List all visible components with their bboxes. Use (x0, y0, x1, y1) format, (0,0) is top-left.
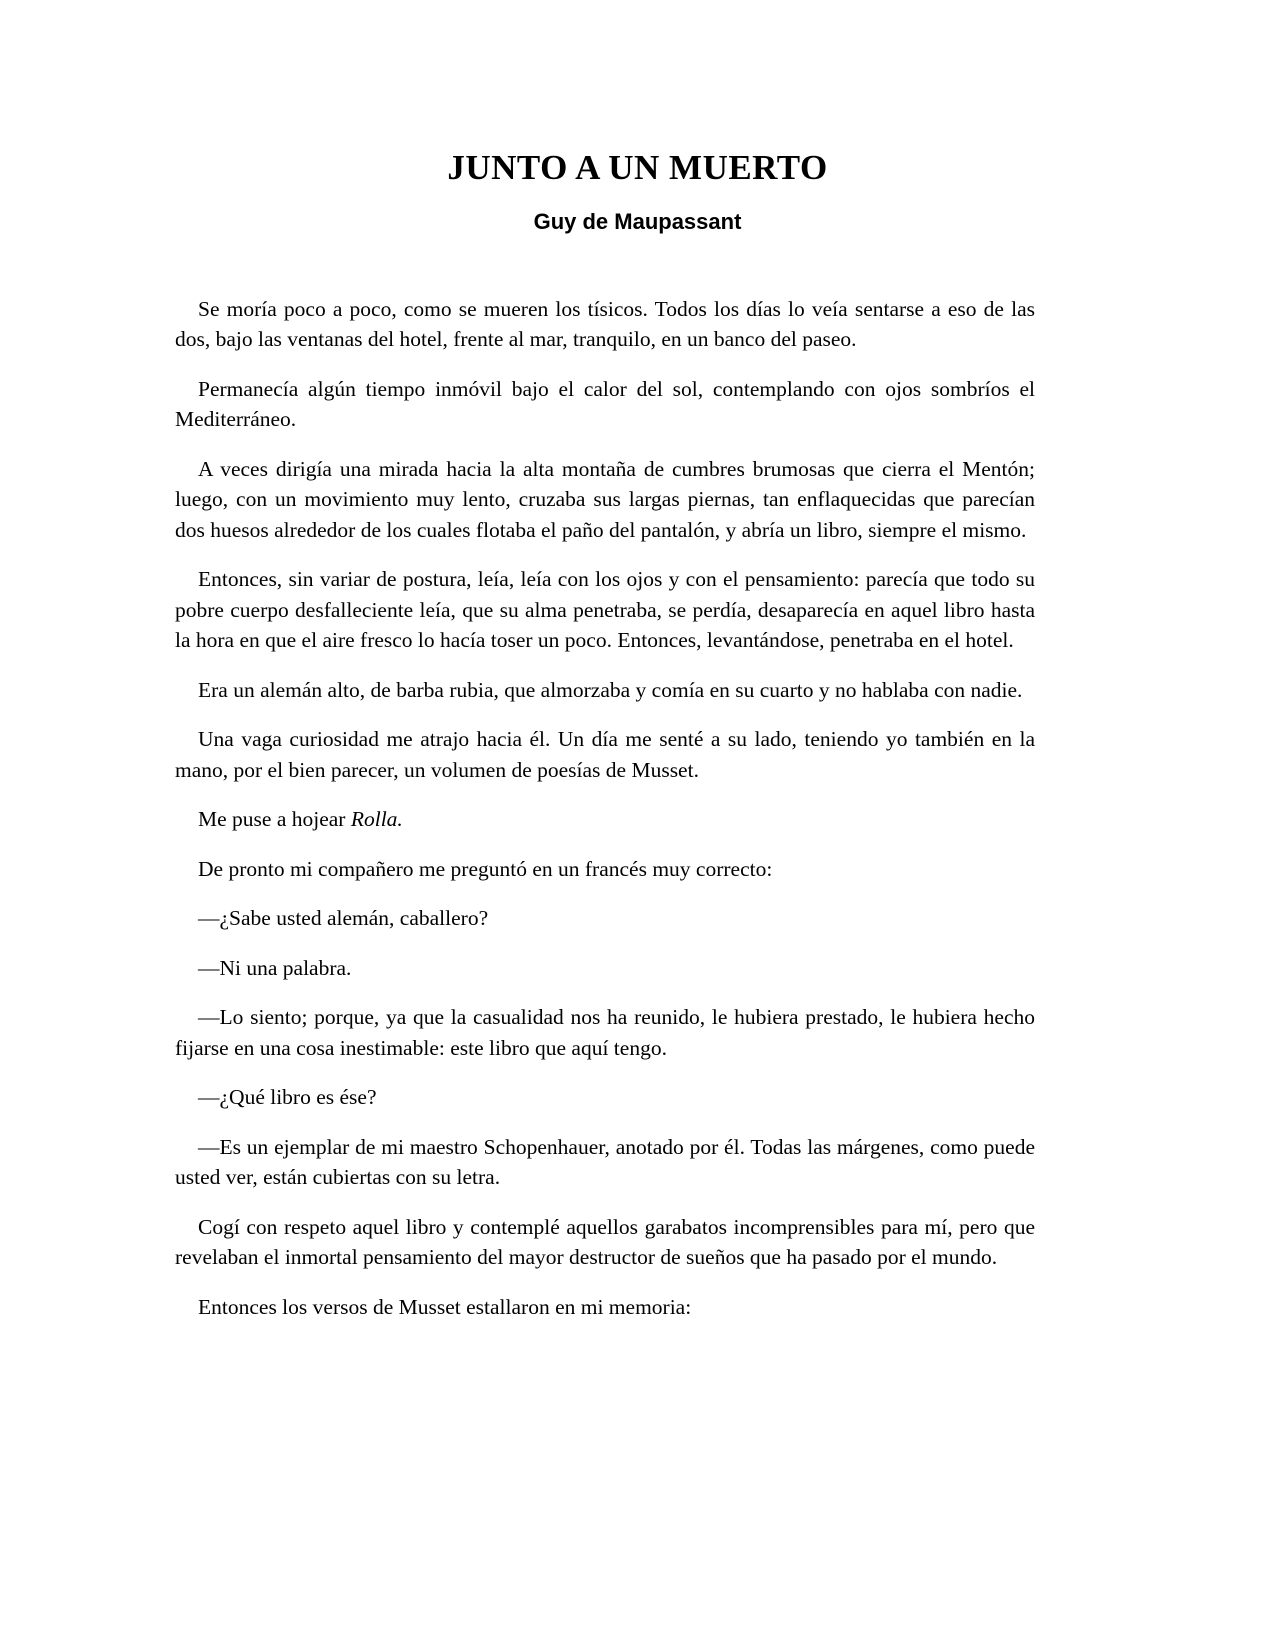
document-body (0, 236, 1275, 1323)
paragraph: Era un alemán alto, de barba rubia, que almorzaba y comía en su cuarto y no hablaba con nadie. (198, 677, 1023, 702)
document-header (0, 0, 1275, 236)
page-title: JUNTO A UN MUERTO (447, 148, 828, 187)
document-author: Guy de Maupassant (533, 209, 742, 235)
paragraph: A veces dirigía una mirada hacia la alta montaña de cumbres brumosas que cierra el Mentón; luego, con un movimiento muy lento, cruzaba sus largas piernas, tan enflaquecidas que parecían dos huesos alrededor de los cuales flotaba el paño del pantalón, y abría un libro, siempre el mismo. (175, 456, 1035, 542)
paragraph-with-italic-title: Me puse a hojear Rolla. (198, 807, 403, 832)
paragraph: Una vaga curiosidad me atrajo hacia él. Un día me senté a su lado, teniendo yo también en la mano, por el bien parecer, un volumen de poesías de Musset. (175, 727, 1035, 782)
paragraph: Entonces los versos de Musset estallaron en mi memoria: (198, 1294, 692, 1319)
dialogue-line: —¿Qué libro es ése? (198, 1085, 377, 1110)
italic-book-title: Rolla. (350, 807, 403, 832)
dialogue-line: —¿Sabe usted alemán, caballero? (198, 906, 489, 931)
dialogue-line: —Lo siento; porque, ya que la casualidad nos ha reunido, le hubiera prestado, le hubiera hecho fijarse en una cosa inestimable: este libro que aquí tengo. (175, 1005, 1035, 1060)
paragraph: Se moría poco a poco, como se mueren los tísicos. Todos los días lo veía sentarse a eso de las dos, bajo las ventanas del hotel, frente al mar, tranquilo, en un banco del paseo. (175, 296, 1035, 352)
paragraph: Entonces, sin variar de postura, leía, leía con los ojos y con el pensamiento: parecía que todo su pobre cuerpo desfalleciente leía, que su alma penetraba, se perdía, desaparecía en aquel libro hasta la hora en que el aire fresco lo hacía toser un poco. Entonces, levantándose, penetraba en el hotel. (175, 567, 1035, 653)
paragraph: De pronto mi compañero me preguntó en un francés muy correcto: (198, 856, 773, 881)
paragraph: Cogí con respeto aquel libro y contemplé aquellos garabatos incomprensibles para mí, pero que revelaban el inmortal pensamiento del mayor destructor de sueños que ha pasado por el mundo. (175, 1214, 1035, 1270)
dialogue-line: —Ni una palabra. (198, 955, 352, 980)
paragraph: Permanecía algún tiempo inmóvil bajo el calor del sol, contemplando con ojos sombríos el Mediterráneo. (175, 376, 1035, 432)
dialogue-line: —Es un ejemplar de mi maestro Schopenhauer, anotado por él. Todas las márgenes, como puede usted ver, están cubiertas con su letra. (175, 1134, 1035, 1190)
